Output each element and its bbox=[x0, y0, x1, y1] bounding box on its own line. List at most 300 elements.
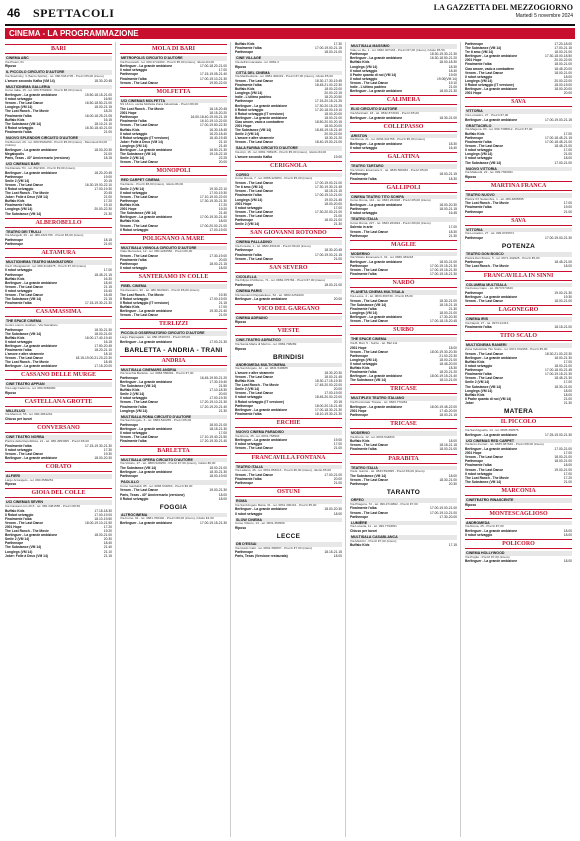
cinema-name: METROPOLIS CIRCUITO D'AUTORE bbox=[120, 56, 227, 61]
film-title: Venom - The Last Dance bbox=[120, 254, 159, 258]
showtime-row bbox=[235, 140, 342, 144]
film-title: Parthenope bbox=[350, 172, 369, 177]
cinema-address: Corso Roma, 144 - tel. 0833.264028 - Prezzi €5,00 (intero) bbox=[350, 198, 431, 203]
cinema-name: NUOVO VITTORIA bbox=[465, 167, 572, 172]
showtimes: 18.15-20.20 bbox=[209, 111, 227, 116]
film-title: Il robot selvaggio bbox=[120, 68, 148, 73]
showtimes: 17.30-19.40 bbox=[209, 380, 227, 385]
film-title: Parthenope bbox=[120, 262, 139, 267]
film-title: The Substance (VM 14) bbox=[465, 479, 502, 484]
film-title: Il robot selvaggio bbox=[120, 431, 148, 436]
cinema-address: Via Guido Catti - tel. 0832.390057 - Prezzi €7,00 (intero) bbox=[235, 545, 313, 550]
showtimes: 20.00-22.30 bbox=[94, 207, 112, 212]
film-title: Berlinguer - La grande ambizione bbox=[350, 141, 403, 146]
showtimes: 16.40-19.45 bbox=[209, 135, 227, 140]
showtimes: 17.00-19.15-21.30 bbox=[545, 372, 572, 377]
film-title: Buffalo Kids bbox=[350, 60, 370, 65]
film-title: Longlegs (VM 14) bbox=[235, 91, 263, 96]
showtimes: 18.30-21.00 bbox=[439, 298, 457, 303]
film-title: Berlinguer - La grande ambizione bbox=[465, 54, 518, 59]
showtime-row bbox=[235, 222, 342, 226]
showtime-row bbox=[235, 347, 342, 351]
film-title: Berlinguer - La grande ambizione bbox=[120, 380, 173, 385]
cinema-name: IL PICCOLO CIRCUITO D'AUTORE bbox=[5, 70, 112, 75]
film-title: Smile 2 (VM 14) bbox=[235, 387, 260, 392]
showtimes: 19.10 bbox=[448, 80, 457, 85]
showtimes: 17.00-18.30-21.30 bbox=[315, 407, 342, 412]
cinema-name: ARISTON bbox=[350, 134, 457, 139]
showtimes: 17.30 bbox=[333, 42, 342, 46]
film-title: Berlinguer - La grande ambizione bbox=[5, 533, 58, 538]
showtimes: 17.00-19.10-21.30 bbox=[200, 76, 227, 81]
film-title: Il Robot selvaggio bbox=[120, 496, 149, 501]
showtimes: 18.30-21.00 bbox=[439, 477, 457, 482]
showtimes: 16.00-18.25-21.05 bbox=[85, 113, 112, 118]
showtime-row bbox=[350, 319, 457, 323]
film-title: Venom - The Last Dance bbox=[235, 256, 274, 261]
showtime-row bbox=[5, 64, 112, 68]
showtimes: 18.00-21.00 bbox=[324, 218, 342, 222]
showtimes: 18.00-21.00 bbox=[554, 455, 572, 460]
city-heading: CALIMERA bbox=[350, 95, 457, 105]
film-title: 2001 Hope bbox=[465, 91, 482, 96]
film-title: The Substance (VM 14) bbox=[120, 152, 157, 157]
showtimes: 17.30-18.00-18.50 bbox=[545, 54, 572, 59]
film-title: Finalmente l'alba bbox=[235, 411, 262, 416]
cinema-name: MODERNO bbox=[350, 252, 457, 257]
film-title: Berlinguer - La grande ambizione bbox=[465, 117, 518, 122]
film-title: Smile 2 (VM 14) bbox=[235, 132, 260, 137]
film-title: 2001 Hope bbox=[235, 201, 252, 206]
showtimes: 17.00 bbox=[563, 359, 572, 364]
showtimes: 18.00-21.00 bbox=[439, 447, 457, 452]
cinema-address: Zona Industriale Tito Scalo - tel. 0971.631966 - Prezzi €5,00 bbox=[465, 347, 548, 352]
showtimes: 18.30-19.30-21.30 bbox=[430, 52, 457, 57]
showtimes: 18.00-22.00 bbox=[324, 87, 342, 92]
city-heading: MONOPOLI bbox=[120, 166, 227, 176]
cinema-name: TEATRO NUOVO bbox=[465, 193, 572, 198]
film-title: Il Robot selvaggio bbox=[5, 125, 34, 130]
film-title: The Substance (VM 14) bbox=[465, 384, 502, 389]
film-title: Berlinguer - La grande ambizione bbox=[350, 404, 403, 409]
showtimes: 18.30-17.30-19.45 bbox=[315, 78, 342, 83]
film-title: Longlegs (VM 14) bbox=[5, 105, 33, 110]
showtime-row bbox=[465, 480, 572, 484]
film-title: Berlinguer - La grande ambizione bbox=[5, 280, 58, 285]
showtimes: 17.00-19.15-21.30 bbox=[430, 272, 457, 277]
showtimes: 18.00-21.00 bbox=[554, 298, 572, 303]
showtimes: 21.30 bbox=[448, 233, 457, 238]
showtime-row bbox=[350, 515, 457, 519]
showtimes: 18.20-20.50 bbox=[324, 95, 342, 100]
showtimes: 19.00-21.30 bbox=[209, 488, 227, 493]
film-title: Berlinguer - La grande ambizione bbox=[465, 87, 518, 92]
showtimes: 19.20 bbox=[218, 207, 227, 212]
film-title: Parthenope bbox=[350, 514, 369, 519]
showtimes: 18.30-21.00 bbox=[439, 115, 457, 120]
film-title: The Substance (VM 14) bbox=[350, 473, 387, 478]
showtimes: 17.40-20.00 bbox=[439, 408, 457, 413]
showtime-row bbox=[120, 439, 227, 443]
film-title: Parthenope bbox=[465, 459, 484, 464]
city-heading: ALTAMURA bbox=[5, 248, 112, 258]
film-title: Il Robot selvaggio (IT versione) bbox=[120, 135, 169, 140]
showtimes: 18.00-21.00 bbox=[209, 423, 227, 428]
cinema-name: THE SPACE CINEMA bbox=[5, 319, 112, 324]
film-title: Il robot selvaggio bbox=[465, 148, 493, 153]
film-title: Venom - The Last Dance bbox=[465, 376, 504, 381]
showtimes: 18.30-21.00 bbox=[554, 384, 572, 389]
showtimes: 18.00-20.00 bbox=[324, 201, 342, 206]
showtime-row bbox=[350, 482, 457, 486]
film-title: 2001 Hope bbox=[120, 111, 137, 116]
film-title: Finalmente l'alba bbox=[350, 176, 377, 181]
film-title: 2001 Hope bbox=[120, 207, 137, 212]
showtimes: 18.00-21.30 bbox=[439, 89, 457, 94]
showtimes: 18.00-21.00 bbox=[324, 50, 342, 55]
showtime-row bbox=[235, 50, 342, 54]
cinema-name: LUMIÈRE bbox=[350, 521, 457, 526]
film-title: Longlegs (VM 14) bbox=[465, 388, 493, 393]
showtimes: 17.20-18.00 bbox=[554, 42, 572, 46]
film-title: The Substance (VM 14) bbox=[350, 378, 387, 383]
film-title: Paris, Texas - 40° Anniversario (versione) bbox=[5, 156, 70, 161]
city-heading: GALATINA bbox=[350, 152, 457, 162]
film-title: Buffalo Kids bbox=[235, 42, 255, 46]
film-title: The Substance (VM 14) bbox=[5, 121, 42, 126]
cinema-address: SS 16 km. uscita Molfetta Zona Industriale - Prezzi €9,00 bbox=[120, 102, 199, 107]
film-title: Smile 2 (VM 14) bbox=[120, 156, 145, 161]
film-title: Smile 2 (VM 14) bbox=[5, 537, 30, 542]
film-title: Venom - The Last Dance bbox=[465, 70, 504, 75]
showtimes: 18.00-21.00 bbox=[554, 70, 572, 75]
film-title: Longlegs (VM 14) bbox=[5, 549, 33, 554]
film-title: Buffalo Kids bbox=[235, 379, 255, 384]
showtimes: 17.00-20.00-21.00 bbox=[200, 223, 227, 228]
showtimes: 17.10-19.00-22.00 bbox=[200, 194, 227, 199]
showtimes: 18.45-21.15 bbox=[94, 272, 112, 277]
cinema-name: MULTISALA CASABLANCA bbox=[350, 535, 457, 540]
showtimes: 21.00 bbox=[563, 396, 572, 401]
showtimes: 18.30 bbox=[448, 64, 457, 69]
cinema-name: VITTORIA bbox=[465, 228, 572, 233]
city-heading: MONTESCAGLIOSO bbox=[465, 509, 572, 519]
film-title: Venom - The Last Dance bbox=[5, 451, 44, 456]
film-title: Venom - The Last Dance bbox=[5, 520, 44, 525]
film-title: Venom - The Last Dance bbox=[235, 391, 274, 396]
film-title: Finalmente l'alba bbox=[5, 301, 32, 306]
showtimes: 18.00 bbox=[563, 392, 572, 397]
listing-column bbox=[465, 42, 575, 837]
showtimes: 18.20-20.45 bbox=[94, 170, 112, 175]
cinema-address: Via Santa Maria di Merino - tel. 0884.708289 bbox=[235, 341, 297, 346]
showtimes: 19.50-22.00 bbox=[209, 80, 227, 85]
showtime-row bbox=[5, 482, 112, 486]
film-title: Buffalo Kids bbox=[465, 359, 485, 364]
film-title: Venom - The Last Dance bbox=[5, 292, 44, 297]
showtimes: 17.45-20.00-22.00 bbox=[315, 383, 342, 388]
film-title: Parthenope bbox=[350, 353, 369, 358]
showtimes: 20.00-22.00 bbox=[554, 58, 572, 63]
showtimes: 19.30-21.40 bbox=[209, 309, 227, 314]
showtimes: 18.45 bbox=[103, 360, 112, 365]
showtime-row bbox=[120, 521, 227, 525]
city-heading: CASSANO DELLE MURGE bbox=[5, 370, 112, 380]
showtimes: 18.45-20.00 bbox=[439, 361, 457, 366]
showtimes: 21.40 bbox=[218, 143, 227, 148]
showtimes: 19.00 bbox=[448, 72, 457, 77]
film-title: Indie - L'ultimo padrino bbox=[350, 85, 387, 90]
showtime-row bbox=[465, 175, 572, 179]
cinema-name: COLUMBIA MULTISALA bbox=[465, 283, 572, 288]
showtimes: 17.00-19.00-21.15 bbox=[545, 117, 572, 122]
film-title: Berlinguer - La grande ambizione bbox=[5, 170, 58, 175]
cinema-name: MULTISALA ROMA CIRCUITO D'AUTORE bbox=[120, 415, 227, 420]
city-heading: MARTINA FRANCA bbox=[465, 181, 572, 191]
showtimes: 17.30-19.30-21.30 bbox=[200, 198, 227, 203]
city-heading: SAN GIOVANNI ROTONDO bbox=[235, 228, 342, 238]
showtimes: 19.00-21.45 bbox=[324, 197, 342, 202]
film-title: Parthenope bbox=[465, 209, 484, 214]
showtimes: 17.00 bbox=[448, 225, 457, 230]
showtimes: 18.00-21.30 bbox=[554, 355, 572, 360]
cinema-name: TEATRO DON BOSCO bbox=[465, 252, 572, 257]
city-heading: ANDRIA bbox=[120, 356, 227, 366]
cinema-address: Via Vittorio, 27 - tel. 0883.520250 - Prezzi €7,00 (intero), ridotto €6,00 bbox=[120, 461, 216, 466]
showtimes: 21.00 bbox=[333, 256, 342, 261]
cinema-name: PICCOLO OSSERVATORIO CIRCUITO D'AUTORE bbox=[120, 331, 227, 336]
city-heading: MOLA DI BARI bbox=[120, 44, 227, 54]
city-heading: GALLIPOLI bbox=[350, 183, 457, 193]
showtimes: 17.30-20.15-22.25 bbox=[315, 103, 342, 108]
film-title: 2001 Hope bbox=[235, 124, 252, 128]
film-title: Il Robot selvaggio bbox=[5, 186, 34, 191]
showtimes: 18.00 bbox=[563, 74, 572, 79]
film-title: Buffalo Kids bbox=[235, 87, 255, 92]
showtimes: 17.20-18.00-19.10 bbox=[315, 107, 342, 112]
film-title: Paris, Texas - 40° Anniversario (versione) bbox=[120, 492, 185, 497]
showtimes: 18.40 bbox=[103, 280, 112, 285]
film-title: Finalmente l'alba bbox=[5, 443, 32, 448]
showtimes: 18.00-21.00 bbox=[324, 115, 342, 120]
film-title: Parthenope bbox=[5, 541, 24, 546]
film-title: Berlinguer - La grande ambizione bbox=[465, 447, 518, 452]
showtimes: 17.00-18.45-21.00 bbox=[545, 140, 572, 145]
showtimes: 17.00 bbox=[333, 205, 342, 210]
showtimes: 19.00 bbox=[563, 205, 572, 210]
film-title: Salento in arte bbox=[350, 225, 373, 230]
film-title: Venom - The Last Dance bbox=[120, 435, 159, 440]
cinema-address: Via Latiano, 46 - tel. 0831.853013 - Prezzi €6,00 (intero), ridotto €5,00 bbox=[235, 468, 331, 473]
cinema-address: Centro comm. Auchan - Via Noicattaro bbox=[5, 322, 58, 327]
film-title: Il Robot selvaggio bbox=[120, 296, 149, 301]
city-heading: TITO SCALO bbox=[465, 331, 572, 341]
city-heading: NARDÒ bbox=[350, 278, 457, 288]
showtimes: 18.00-21.00 bbox=[554, 62, 572, 67]
cinema-address: Via Lomastro, 27 - tel. 099.9725071 bbox=[465, 231, 515, 236]
showtimes: 17.30 bbox=[103, 447, 112, 452]
masthead bbox=[434, 3, 573, 19]
cinema-address: Via Sant'Angelo, 6 - tel. 0883.540255 - Prezzi €5,00 bbox=[120, 418, 192, 423]
film-title: Berlinguer - La grande ambizione bbox=[5, 93, 58, 98]
film-title: Il robot selvaggio bbox=[235, 395, 263, 400]
film-title: Indie - L'ultimo padrino bbox=[235, 95, 272, 100]
film-title: Il robot selvaggio bbox=[120, 266, 148, 271]
film-title: Il robot selvaggio bbox=[235, 205, 263, 210]
film-title: Parthenope bbox=[235, 403, 254, 408]
showtimes: 16.45-19.50-21.20 bbox=[200, 375, 227, 380]
showtimes: 17.00 bbox=[563, 471, 572, 476]
film-title: Il robot selvaggio bbox=[120, 131, 148, 136]
showtimes: 20.30 bbox=[448, 482, 457, 487]
film-title: Berlinguer - La grande ambizione bbox=[235, 507, 288, 512]
showtimes: 16.40 bbox=[103, 288, 112, 293]
showtimes: 19.30 bbox=[103, 451, 112, 456]
showtimes: 18.00-21.00 bbox=[439, 260, 457, 265]
showtime-row bbox=[235, 481, 342, 485]
showtimes: 18.00-21.00 bbox=[94, 533, 112, 538]
showtimes: 18.15-19.00-21.20-22.30 bbox=[75, 356, 112, 361]
cinema-name: VITTORIA bbox=[465, 109, 572, 114]
city-heading: CASTELLANA GROTTE bbox=[5, 397, 112, 407]
film-title: Finalmente l'alba bbox=[5, 129, 32, 134]
showtimes: 16.30-18.50-21.20 bbox=[430, 56, 457, 61]
cinema-address: Corso Roma, 7 - tel. 0885.423054 - Prezzi €5,00 (intero) bbox=[235, 176, 313, 181]
film-title: Buffalo Kids bbox=[465, 131, 485, 136]
cinema-name: PLANETA CINEMA MULTISALA bbox=[350, 290, 457, 295]
showtime-row bbox=[5, 156, 112, 160]
city-heading: CERIGNOLA bbox=[235, 161, 342, 171]
cinema-name: CINEMA ADRIANO bbox=[235, 316, 342, 321]
film-title: Buffalo Kids bbox=[120, 127, 140, 132]
cinema-name: CINEMA ABC bbox=[5, 56, 112, 61]
showtimes: 18.30 bbox=[448, 176, 457, 181]
film-title: Longlegs (VM 14) bbox=[235, 197, 263, 202]
showtimes: 18.00-21.00 bbox=[324, 283, 342, 288]
showtimes: 18.30-17.15-19.30 bbox=[315, 379, 342, 384]
showtimes: 18.00-21.00 bbox=[209, 465, 227, 470]
film-title: Il robot selvaggio bbox=[5, 339, 33, 344]
showtime-row bbox=[350, 177, 457, 181]
cinema-address: Via Mongelli, 26 - tel. 080.4321766 - Prezzi €6,00 (intero) bbox=[5, 233, 84, 238]
film-title: Venom - The Last Dance bbox=[120, 160, 159, 165]
showtimes: 17.00-19.00 bbox=[94, 512, 112, 517]
city-heading: SURBO bbox=[350, 325, 457, 335]
film-title: The Substance (VM 14) bbox=[5, 331, 42, 336]
film-title: Chiuso per lavori bbox=[5, 417, 32, 422]
film-title: Finalmente l'alba bbox=[350, 306, 377, 311]
showtimes: 21.15 bbox=[103, 553, 112, 558]
film-title: Buffalo Kids bbox=[120, 219, 140, 224]
cinema-name: FIBEL CINEMA bbox=[120, 284, 227, 289]
page-header bbox=[5, 0, 575, 24]
showtimes: 18.00 bbox=[563, 388, 572, 393]
film-title: Finalmente l'alba bbox=[120, 439, 147, 444]
showtimes: 18.00-21.15 bbox=[94, 105, 112, 110]
cinema-address: Via Cassano km 20,5 - tel. 080.3481555 - Prezzi €8,50 bbox=[5, 503, 81, 508]
showtimes: 21.00 bbox=[103, 242, 112, 247]
showtimes: 16.45 bbox=[448, 211, 457, 216]
showtimes: 18.45-21.00-22.30 bbox=[315, 83, 342, 88]
showtimes: 21.00 bbox=[333, 481, 342, 486]
film-title: Longlegs (VM 14) bbox=[350, 311, 378, 315]
film-title: Il Robot selvaggio bbox=[5, 512, 34, 517]
showtimes: 16.50-18.50-21.00 bbox=[85, 101, 112, 106]
showtime-row bbox=[120, 266, 227, 270]
showtimes: 18.20-21.10 bbox=[94, 348, 112, 353]
showtimes: 18.00-20.00 bbox=[324, 111, 342, 116]
film-title: Finalmente l'alba bbox=[350, 272, 377, 277]
showtime-row bbox=[350, 447, 457, 451]
film-title: The Lost Ranch - The Movie bbox=[5, 529, 49, 534]
showtimes: 18.00 bbox=[563, 156, 572, 161]
showtimes: 18.00-21.00 bbox=[554, 459, 572, 464]
showtime-row bbox=[465, 161, 572, 165]
showtime-row bbox=[465, 264, 572, 268]
film-title: Buffalo Kids bbox=[350, 543, 370, 548]
film-title: Il robot selvaggio bbox=[350, 211, 378, 216]
film-title: Venom - The Last Dance bbox=[350, 349, 389, 354]
film-title: L'amore e altre stramerie bbox=[235, 370, 275, 375]
film-title: Longlegs (VM 14) bbox=[120, 408, 148, 413]
cinema-address: Via Roma, 12 - tel. 0833.544833 bbox=[350, 434, 395, 439]
showtime-row bbox=[235, 155, 342, 159]
cinema-name: MULTIPLEX TEATRO ITALIANO bbox=[350, 396, 457, 401]
showtimes: 19.00 bbox=[333, 154, 342, 159]
showtimes: 21.30 bbox=[218, 408, 227, 413]
showtimes: 18.00-20.30 bbox=[94, 148, 112, 153]
showtime-row bbox=[235, 412, 342, 416]
film-title: Joker bbox=[465, 400, 474, 405]
film-title: Venom - The Last Dance bbox=[5, 101, 44, 106]
showtimes: 18.50-20.00-20.15 bbox=[315, 119, 342, 124]
film-title: The Lost Ranch - The Movie bbox=[465, 475, 509, 480]
listings-columns bbox=[5, 42, 575, 837]
cinema-name: CITTÀ DEL CINEMA bbox=[235, 71, 342, 76]
cinema-name: THE SPACE CINEMA bbox=[350, 337, 457, 342]
film-title: Il robot selvaggio bbox=[5, 288, 33, 293]
showtime-row bbox=[5, 456, 112, 460]
showtimes: 21.30 bbox=[448, 306, 457, 311]
section-band: CINEMA - LA PROGRAMMAZIONE bbox=[5, 28, 575, 39]
city-heading: MOLFETTA bbox=[120, 87, 227, 97]
film-title: Finalmente l'alba bbox=[120, 404, 147, 409]
cinema-name: SLOW CINEMA bbox=[235, 518, 342, 523]
cinema-address: Via Foresta, 1 - tel. 0882.456100 - Prezzi €6,00 (intero) bbox=[235, 243, 311, 248]
cinema-address: Via Alessano, 90 - tel. 080.3023021 - Prezzi €6,00 (intero) bbox=[120, 287, 200, 292]
cinema-name: CINEMA TEATRO TITO SCHIPA bbox=[350, 195, 457, 200]
city-heading: SANTERAMO IN COLLE bbox=[120, 272, 227, 282]
showtimes: 17.20 bbox=[103, 525, 112, 529]
film-title: Buffalo Kids bbox=[5, 276, 25, 281]
masthead-title: LA GAZZETTA DEL MEZZOGIORNO bbox=[433, 3, 573, 12]
film-title: Parthenope bbox=[235, 99, 254, 104]
film-title: Riposo bbox=[465, 502, 477, 507]
showtimes: 18.45-21.30 bbox=[554, 376, 572, 381]
showtimes: 17.20 bbox=[103, 199, 112, 204]
film-title: Venom - The Last Dance bbox=[235, 375, 274, 380]
film-title: Parthenope bbox=[235, 550, 254, 555]
showtimes: 18.00-21.15 bbox=[439, 172, 457, 177]
showtimes: 17.15-19.05-21.40 bbox=[200, 72, 227, 77]
cinema-address: Via Vittorio Emanuele II - tel. 0836.566063 - Prezzi €5,00 bbox=[350, 167, 428, 172]
film-title: Berlinguer - La grande ambizione bbox=[5, 343, 58, 348]
film-title: The Lost Ranch - The Movie bbox=[120, 292, 164, 297]
cinema-address: Via Buccari, 29 - tel. 080.5520250 - Prezzi €5,00 (intero) - Mercoledì €4,00 (ridotto) bbox=[5, 139, 108, 148]
showtimes: 18.00 bbox=[218, 496, 227, 501]
showtimes: 18.40-19.00-21.00 bbox=[315, 140, 342, 145]
film-title: Il Robot selvaggio (IT versione) bbox=[120, 300, 169, 305]
